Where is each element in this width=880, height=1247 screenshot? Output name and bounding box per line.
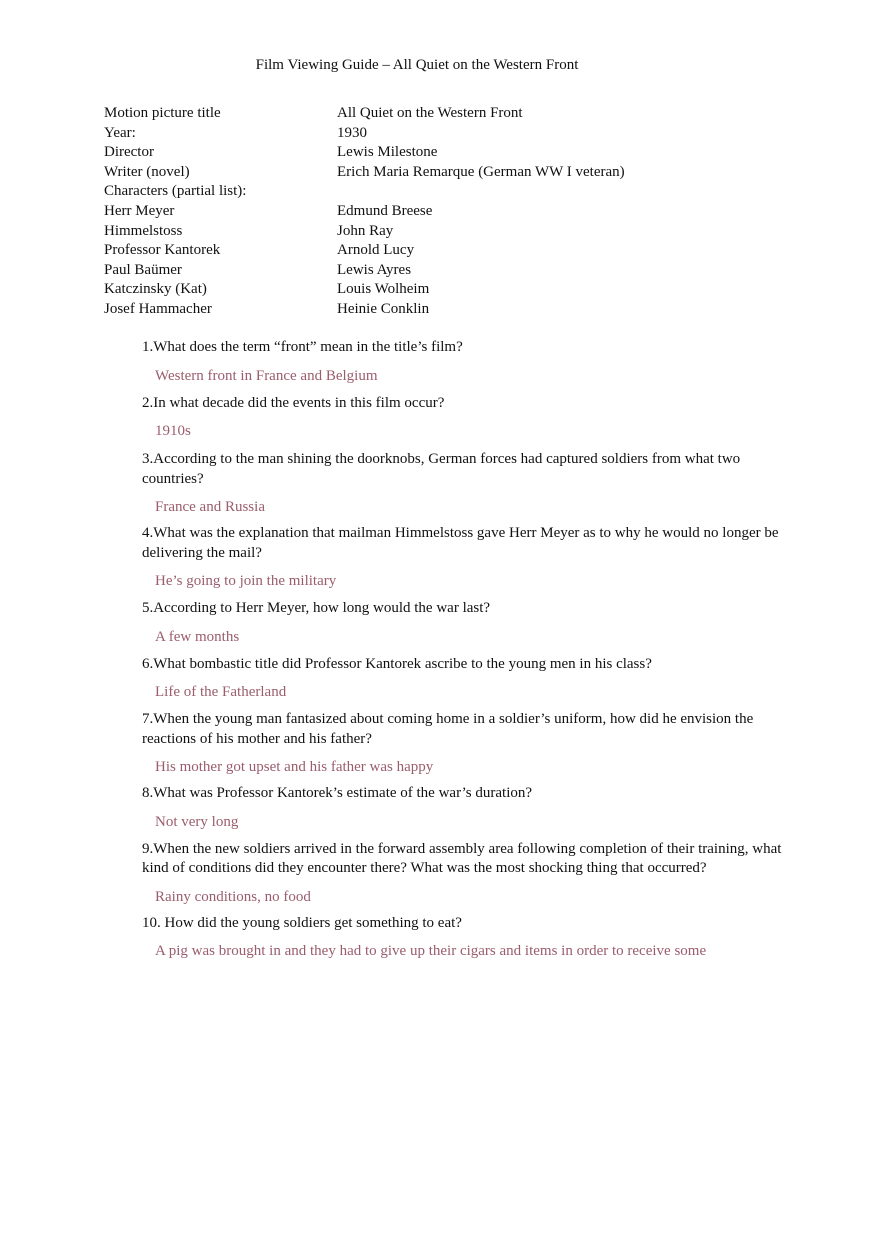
answer-text: 1910s [155,423,191,439]
info-row-director [104,143,724,163]
info-label: Motion picture title [104,105,221,121]
question-text: 4.What was the explanation that mailman Himmelstoss gave Herr Meyer as to why he would no longer be delivering the mail? [142,525,779,561]
info-value: Erich Maria Remarque (German WW I veteran) [337,163,625,180]
question-item [142,338,787,386]
answer-text: Rainy conditions, no food [155,888,311,905]
character-row [104,241,724,261]
answer-text: He’s going to join the military [155,573,337,589]
answer-text: Life of the Fatherland [155,684,287,700]
info-row-writer [104,163,724,183]
actor-name: Edmund Breese [337,202,433,219]
question-item [142,655,787,703]
question-item [142,524,787,591]
actor-name: Heinie Conklin [337,300,430,317]
question-text: 2.In what decade did the events in this film occur? [142,394,445,411]
question-item [142,840,787,907]
question-item [142,394,787,442]
character-name: Herr Meyer [104,202,175,219]
character-name: Josef Hammacher [104,300,212,317]
page-title: Film Viewing Guide – All Quiet on the Western Front [255,57,579,73]
question-item [142,914,787,962]
character-row [104,202,724,222]
question-text: 3.According to the man shining the doorknobs, German forces had captured soldiers from what two countries? [142,451,741,487]
question-item [142,710,787,777]
info-label: Director [104,144,154,161]
character-name: Katczinsky (Kat) [104,281,207,298]
actor-name: John Ray [337,222,394,239]
answer-text: Not very long [155,813,239,830]
actor-name: Lewis Ayres [337,261,412,278]
character-row [104,222,724,242]
character-row [104,300,724,320]
question-item [142,599,787,647]
question-list [142,338,787,961]
question-item [142,784,787,832]
info-row-characters-heading [104,182,724,202]
answer-text: A pig was brought in and they had to give up their cigars and items in order to receive some [155,943,707,959]
question-text: 10. How did the young soldiers get something to eat? [142,914,462,931]
info-value: 1930 [337,124,367,141]
answer-text: His mother got upset and his father was happy [155,759,434,775]
question-text: 7.When the young man fantasized about coming home in a soldier’s uniform, how did he envision the reactions of his mother and his father? [142,711,754,747]
character-name: Paul Baümer [104,261,182,278]
info-row-title [104,104,724,124]
info-label: Characters (partial list): [104,183,247,200]
question-text: 6.What bombastic title did Professor Kantorek ascribe to the young men in his class? [142,655,652,672]
info-label: Writer (novel) [104,163,190,180]
character-row [104,280,724,300]
question-text: 5.According to Herr Meyer, how long would the war last? [142,600,491,616]
info-value: Lewis Milestone [337,144,438,161]
question-text: 9.When the new soldiers arrived in the forward assembly area following completion of their training, what kind of conditions did they encounter there? What was the most shocking thing that occurred? [142,840,782,876]
answer-text: Western front in France and Belgium [155,367,378,384]
film-info-table [104,104,724,320]
actor-name: Arnold Lucy [337,242,415,259]
info-label: Year: [104,124,136,141]
question-text: 1.What does the term “front” mean in the title’s film? [142,339,463,355]
info-row-year [104,124,724,144]
question-text: 8.What was Professor Kantorek’s estimate of the war’s duration? [142,785,533,801]
question-item [142,450,787,517]
actor-name: Louis Wolheim [337,281,430,298]
answer-text: A few months [155,628,240,645]
character-row [104,261,724,281]
character-name: Himmelstoss [104,222,183,239]
character-name: Professor Kantorek [104,242,221,259]
info-value: All Quiet on the Western Front [337,105,523,121]
answer-text: France and Russia [155,499,265,515]
